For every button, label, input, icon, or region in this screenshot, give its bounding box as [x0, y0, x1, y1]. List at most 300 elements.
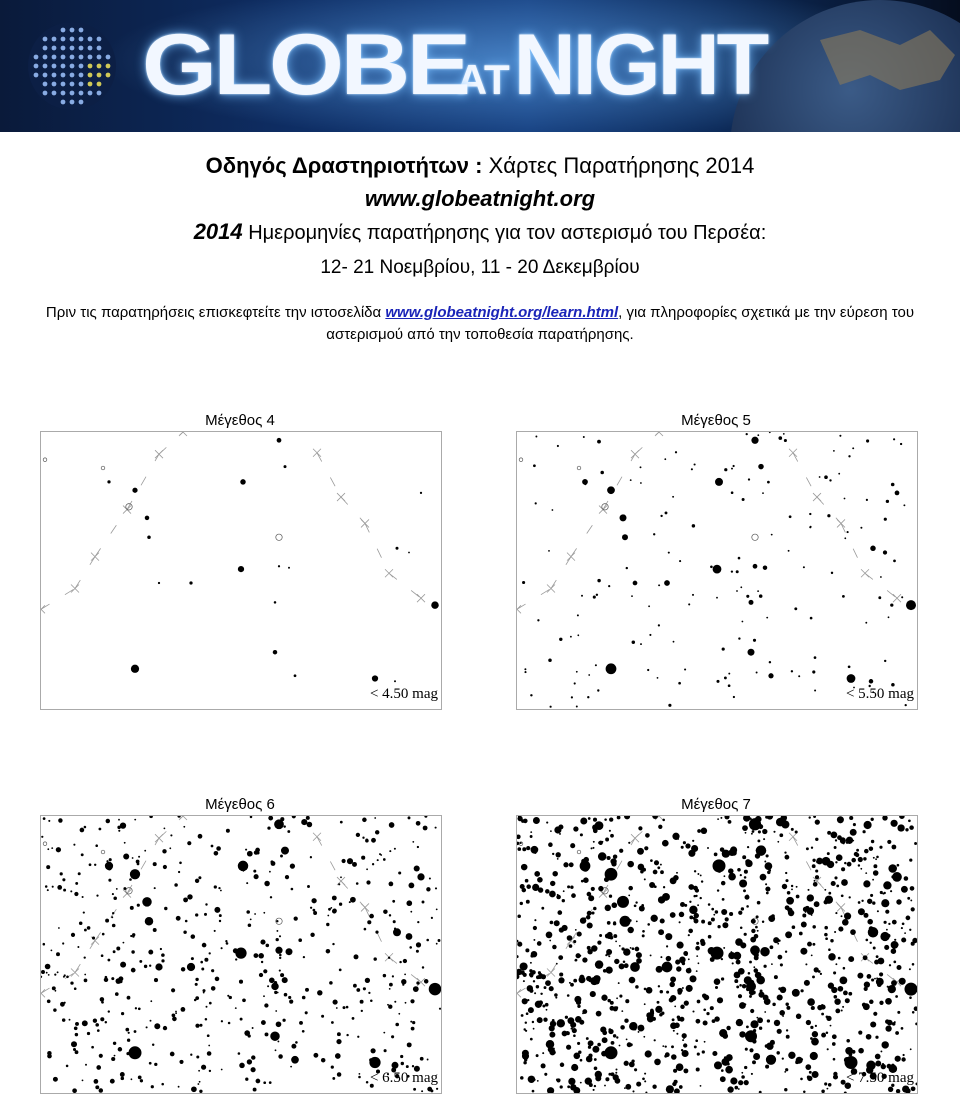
star [607, 486, 615, 494]
star [588, 1054, 592, 1058]
star [912, 1011, 915, 1014]
star [57, 885, 62, 890]
star [275, 825, 277, 827]
star [523, 1028, 525, 1030]
guide-cross-icon [313, 833, 321, 841]
star [43, 817, 46, 820]
star [784, 851, 786, 853]
star [120, 822, 126, 828]
star [710, 957, 715, 962]
star [106, 819, 110, 823]
star [680, 902, 685, 907]
star [657, 1001, 660, 1004]
star [728, 820, 732, 824]
star [560, 1085, 563, 1088]
star [372, 675, 378, 681]
star [629, 919, 632, 922]
star [697, 904, 699, 906]
star [589, 1083, 593, 1087]
star [730, 1077, 737, 1084]
star [683, 951, 688, 956]
star [721, 958, 723, 960]
guide-cross-icon [337, 493, 345, 501]
star [748, 817, 750, 819]
star [656, 966, 663, 973]
star [866, 439, 869, 442]
learn-link[interactable]: www.globeatnight.org/learn.html [385, 304, 619, 321]
star [591, 887, 595, 891]
star [613, 1006, 618, 1011]
star [196, 1055, 199, 1058]
star [435, 827, 437, 829]
star [827, 514, 830, 517]
star [263, 1081, 266, 1084]
star [733, 696, 735, 698]
star [875, 1036, 878, 1039]
star [616, 997, 618, 999]
star [910, 826, 912, 828]
guide-cross-icon [813, 493, 821, 501]
star [630, 479, 632, 481]
star [73, 844, 75, 846]
star [310, 856, 312, 858]
star [264, 881, 270, 887]
star [878, 596, 881, 599]
star [677, 1018, 681, 1022]
star [354, 954, 359, 959]
star [791, 828, 794, 831]
star [205, 1018, 208, 1021]
star [860, 868, 862, 870]
star [287, 830, 290, 833]
star [387, 1004, 389, 1006]
star [528, 1076, 535, 1083]
star [41, 836, 43, 838]
star [71, 933, 75, 937]
star [556, 852, 561, 857]
star [850, 929, 856, 935]
star [548, 1047, 554, 1053]
star [112, 912, 114, 914]
star [660, 864, 662, 866]
star [274, 991, 277, 994]
star [135, 1007, 137, 1009]
star [592, 1046, 599, 1053]
star [238, 950, 241, 953]
star [584, 483, 586, 485]
star [401, 979, 406, 984]
star [897, 1011, 900, 1014]
star-chart-mag7 [516, 815, 918, 1094]
star [78, 872, 81, 875]
star [298, 938, 302, 942]
star [724, 468, 727, 471]
star [637, 848, 644, 855]
star [842, 1006, 844, 1008]
star [774, 1020, 780, 1026]
star [905, 828, 908, 831]
star [688, 884, 694, 890]
star [430, 1089, 433, 1092]
star [748, 649, 755, 656]
star [548, 550, 550, 552]
logo-globe-text: GLOBE [142, 17, 468, 113]
star [99, 1054, 103, 1058]
star [527, 985, 533, 991]
star [676, 1033, 678, 1035]
star [546, 822, 548, 824]
star [580, 818, 587, 825]
star [788, 550, 790, 552]
star [826, 1015, 829, 1018]
star [533, 939, 535, 941]
star [172, 1017, 177, 1022]
star [389, 882, 394, 887]
star [652, 816, 658, 819]
star [867, 974, 872, 979]
star [845, 998, 850, 1003]
star [189, 581, 192, 584]
star [638, 1025, 645, 1032]
star [744, 933, 747, 936]
star [645, 833, 650, 838]
constellation-guide-line [517, 589, 551, 610]
star [630, 947, 632, 949]
star [697, 829, 701, 833]
star [404, 974, 406, 976]
constellation-guide-line [317, 453, 341, 497]
constellation-guide-line [551, 557, 571, 589]
star [321, 1015, 324, 1018]
star [371, 838, 376, 843]
star [844, 537, 846, 539]
star [596, 1011, 602, 1017]
star [238, 1052, 241, 1055]
star [214, 907, 220, 913]
star [552, 945, 557, 950]
star [290, 863, 295, 868]
star [688, 603, 690, 605]
star [885, 1025, 891, 1031]
star [517, 842, 519, 845]
star [422, 966, 424, 968]
title-rest: Χάρτες Παρατήρησης 2014 [482, 153, 755, 178]
star [827, 1088, 829, 1090]
star [332, 943, 334, 945]
star [100, 1017, 104, 1021]
guide-cross-icon [179, 432, 187, 436]
star [313, 1053, 318, 1058]
star [831, 881, 836, 886]
star [858, 908, 865, 915]
star [394, 848, 396, 850]
star [267, 985, 269, 987]
star [717, 997, 723, 1003]
star [669, 997, 674, 1002]
star [123, 942, 125, 944]
star [426, 887, 430, 891]
star [149, 1062, 152, 1065]
star [587, 911, 592, 916]
star [181, 967, 185, 971]
star [896, 943, 899, 946]
star [577, 614, 579, 616]
document-title [0, 153, 960, 179]
star [154, 1063, 157, 1066]
star [731, 570, 733, 572]
star [863, 880, 870, 887]
star [84, 956, 86, 958]
star [725, 917, 729, 921]
star [698, 962, 700, 964]
star [586, 976, 592, 982]
star [218, 887, 220, 889]
star [773, 831, 775, 833]
star [282, 977, 288, 983]
star [687, 987, 690, 990]
star [650, 859, 653, 862]
star [113, 950, 116, 953]
star [557, 858, 559, 860]
star [806, 1020, 811, 1025]
star [89, 863, 92, 866]
star [567, 885, 570, 888]
star [570, 843, 575, 848]
star [803, 566, 805, 568]
star [241, 861, 244, 864]
star [546, 932, 553, 939]
star [279, 970, 281, 972]
star [138, 1076, 142, 1080]
star [534, 919, 536, 921]
star [749, 600, 754, 605]
star [421, 1090, 423, 1092]
star [892, 920, 897, 925]
star [591, 847, 593, 849]
star [79, 922, 83, 926]
star [884, 921, 887, 924]
mag-limit-label: < 5.50 mag [845, 686, 914, 702]
star [533, 1028, 535, 1030]
site-url[interactable]: www.globeatnight.org [364, 186, 596, 211]
star [864, 987, 868, 991]
star [863, 857, 866, 860]
star [554, 920, 560, 926]
star [815, 819, 820, 824]
star [680, 1005, 684, 1009]
star [685, 843, 690, 848]
star [127, 996, 131, 1000]
star [906, 916, 911, 921]
star [841, 867, 845, 871]
star [666, 945, 668, 947]
star [752, 1060, 756, 1064]
star [675, 960, 680, 965]
star [118, 830, 120, 832]
star [786, 1006, 790, 1010]
star [821, 1033, 826, 1038]
star [759, 594, 763, 598]
star [520, 842, 522, 844]
star [110, 1079, 115, 1084]
star [392, 900, 395, 903]
star [796, 1057, 803, 1064]
star [191, 934, 196, 939]
star [770, 1059, 773, 1062]
star [374, 957, 377, 960]
star [728, 673, 730, 675]
star [601, 995, 607, 1001]
star [828, 892, 831, 895]
star [384, 1049, 387, 1052]
star [383, 1032, 385, 1034]
star [830, 939, 833, 942]
star [732, 962, 734, 964]
star [273, 650, 278, 655]
star [841, 1009, 843, 1011]
star [751, 951, 753, 953]
star [813, 882, 818, 887]
star [689, 975, 696, 982]
mag-limit-label: < 6.50 mag [369, 1070, 438, 1086]
star [753, 966, 755, 968]
star [336, 1039, 341, 1044]
star [195, 983, 198, 986]
star [209, 1002, 212, 1005]
star [700, 1085, 702, 1087]
star [880, 576, 882, 578]
star [573, 1034, 576, 1037]
star [893, 961, 896, 964]
star [238, 566, 244, 572]
star [848, 956, 854, 962]
star [891, 875, 894, 878]
star [406, 900, 412, 906]
star [753, 1053, 760, 1060]
star [746, 905, 749, 908]
star [581, 880, 584, 883]
star [895, 1031, 899, 1035]
star [865, 939, 868, 942]
star [814, 689, 816, 691]
star [365, 978, 370, 983]
star [330, 907, 332, 909]
star [608, 1029, 613, 1034]
star [728, 873, 736, 881]
star [121, 1077, 125, 1081]
star [532, 1021, 534, 1023]
star [577, 932, 582, 937]
star [75, 1050, 79, 1054]
star [105, 919, 109, 923]
star [852, 447, 854, 449]
guide-cross-icon [361, 903, 369, 911]
star [541, 891, 543, 893]
star [796, 886, 798, 888]
star [375, 931, 378, 934]
star [147, 536, 151, 540]
star [875, 1061, 881, 1067]
star [615, 1072, 617, 1074]
star [658, 584, 660, 586]
star [749, 995, 752, 998]
star [566, 1045, 571, 1050]
star [336, 1007, 338, 1009]
star [75, 1033, 78, 1036]
star [753, 564, 758, 569]
star [814, 656, 817, 659]
star [144, 965, 147, 968]
star [371, 1048, 376, 1053]
star [848, 665, 851, 668]
star [670, 912, 676, 918]
chart-title-mag5: Μέγεθος 5 [681, 412, 751, 429]
star [573, 940, 576, 943]
star [533, 926, 537, 930]
star [757, 930, 759, 932]
star [75, 882, 78, 885]
star [834, 998, 840, 1004]
star [559, 927, 564, 932]
star [871, 818, 874, 821]
star [841, 1080, 846, 1085]
star [744, 1080, 749, 1085]
star [784, 1071, 786, 1073]
star [776, 1051, 779, 1054]
star [711, 918, 715, 922]
chart-title-mag6: Μέγεθος 6 [205, 796, 275, 813]
star [356, 988, 360, 992]
star [530, 962, 532, 964]
star [915, 1082, 917, 1085]
star [619, 995, 622, 998]
star [517, 915, 521, 919]
star [684, 1000, 689, 1005]
star [41, 976, 42, 978]
star [765, 1065, 769, 1069]
star [714, 1061, 722, 1069]
star [879, 1001, 883, 1005]
star [369, 914, 374, 919]
star [785, 951, 787, 953]
star [99, 1088, 103, 1092]
star [138, 1007, 141, 1010]
star [895, 1056, 901, 1062]
star [824, 1082, 827, 1085]
star [116, 888, 118, 890]
star [559, 638, 562, 641]
star [763, 565, 768, 570]
star [760, 466, 762, 468]
star [254, 850, 258, 854]
star [873, 864, 877, 868]
guide-cross-icon [91, 553, 99, 561]
star [676, 966, 681, 971]
star [739, 984, 742, 987]
guide-cross-icon [155, 450, 163, 458]
star [221, 947, 223, 949]
star [389, 988, 391, 990]
star [131, 968, 136, 973]
star [765, 883, 767, 885]
star [622, 515, 625, 518]
star [858, 1048, 864, 1054]
star [639, 906, 645, 912]
star [525, 1021, 527, 1023]
star [636, 921, 638, 923]
star [586, 915, 591, 920]
star [280, 973, 284, 977]
